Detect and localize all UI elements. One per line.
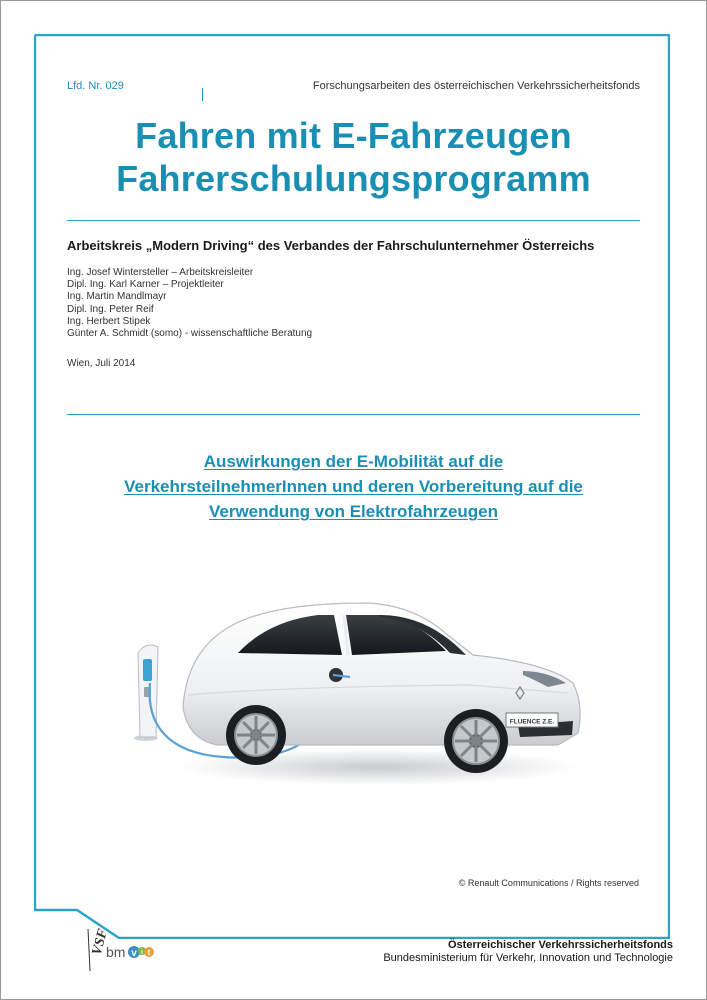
headline-line-3: Verwendung von Elektrofahrzeugen [208, 502, 499, 521]
author-item: Ing. Herbert Stipek [67, 315, 151, 327]
charging-station [134, 645, 158, 741]
image-credit: © Renault Communications / Rights reserved [458, 878, 639, 888]
header-divider [202, 88, 203, 101]
author-item: Günter A. Schmidt (somo) - wissenschaftliche Beratung [67, 328, 313, 340]
author-list [67, 267, 312, 340]
vsf-bmvit-logo [84, 925, 156, 975]
author-item: Ing. Josef Wintersteller – Arbeitskreisleiter [67, 267, 254, 278]
header-row [67, 80, 640, 102]
author-item: Dipl. Ing. Karl Karner – Projektleiter [67, 279, 224, 291]
svg-text:t: t [147, 948, 151, 957]
publication-date: Wien, Juli 2014 [67, 358, 136, 369]
footer-organisation [383, 939, 673, 965]
svg-text:v: v [131, 948, 137, 959]
page-title [40, 114, 667, 200]
title-line-2: Fahrerschulungsprogramm [116, 158, 591, 199]
svg-text:VSF: VSF [89, 927, 112, 957]
svg-text:bm: bm [106, 944, 126, 960]
title-line-1: Fahren mit E-Fahrzeugen [135, 115, 572, 156]
subtitle: Arbeitskreis „Modern Driving“ des Verbandes der Fahrschulunternehmer Österreichs [67, 238, 595, 253]
svg-text:i: i [141, 949, 143, 956]
author-item: Ing. Martin Mandlmayr [67, 291, 167, 303]
headline-line-1: Auswirkungen der E-Mobilität auf die [203, 452, 504, 471]
footer-org-line-1: Österreichischer Verkehrssicherheitsfonds [448, 939, 673, 951]
headline [40, 449, 667, 524]
section-rule [67, 414, 640, 415]
headline-line-2: VerkehrsteilnehmerInnen und deren Vorbereitung auf die [124, 477, 583, 496]
series-title: Forschungsarbeiten des österreichischen Verkehrssicherheitsfonds [312, 80, 640, 92]
footer-org-line-2: Bundesministerium für Verkehr, Innovation und Technologie [383, 952, 673, 964]
license-plate: FLUENCE Z.E. [509, 718, 555, 726]
author-item: Dipl. Ing. Peter Reif [67, 303, 154, 315]
car-image [128, 575, 588, 790]
series-number: Lfd. Nr. 029 [67, 80, 124, 92]
title-rule [67, 220, 640, 221]
